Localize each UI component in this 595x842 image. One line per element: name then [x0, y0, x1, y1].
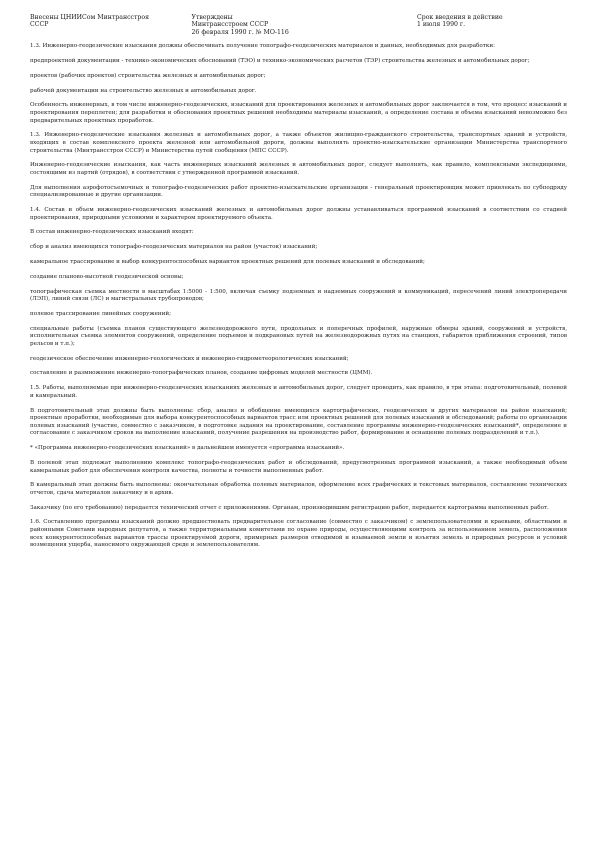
document-body [30, 43, 567, 550]
paragraph: полевое трассирование линейных сооружений; [30, 310, 171, 317]
header-approved-by: Утверждены Минтрансстроем СССР 26 февраля 1990 г. № МО-116 [191, 14, 289, 36]
paragraph: 1.6. Составлению программы изысканий должно предшествовать предварительное согласование (совместно с заказчиком) с землепользователями и краевыми, областными и районными Советами народных депутатов, а также территориальными комитетами по охране природы, осуществляющими контроль за использованием земель, расположения всех конкурентоспособных вариантов трассы проектируемой дороги, примерных размеров отводимой и изымаемой земли и изъятия земель и природных ресурсов и условий возмещения ущерба, наносимого окружающей среде и землепользователям. [30, 519, 567, 549]
paragraph: Инженерно-геодезические изыскания, как часть инженерных изысканий железных и автомобильных дорог, следует выполнять, как правило, комплексными экспедициями, состоящими из партий (отрядов), в соответствии с утвержденной программой изысканий. [30, 162, 567, 176]
document-header [30, 14, 567, 36]
paragraph: 1.3. Инженерно-геодезические изыскания должны обеспечивать получение топографо-геодезических материалов и данных, необходимых для разработки: [30, 43, 495, 50]
paragraph: В полевой этап подлежат выполнению комплекс топографо-геодезических работ и обследований, предусмотренных программой изысканий, а также необходимый объем камеральных работ для обеспечения контроля качества, полноты и точности выполненных работ. [30, 459, 567, 474]
paragraph: специальные работы (съемка планов существующего железнодорожного пути, продольных и поперечных профилей, наружные обмеры зданий, сооружений и устройств, исполнительная съемка элементов сооружений, определение подъемов и подкрановых путей на железнодорожных путях на станциях, габаритов приближения строений, типов рельсов и т.п.); [30, 325, 567, 347]
paragraph: 1.3. Инженерно-геодезические изыскания железных и автомобильных дорог, а также объектов жилищно-гражданского строительства, транспортных зданий и устройств, входящих в состав комплексного проекта железной или автомобильной дороги, должны выполнять проектно-изыскательские организации Министерства транспортного строительства (Минтрансстроя СССР) и Министерства путей сообщения (МПС СССР). [30, 132, 567, 154]
paragraph: 1.5. Работы, выполняемые при инженерно-геодезических изысканиях железных и автомобильных дорог, следует проводить, как правило, в три этапа: подготовительный, полевой и камеральный. [30, 385, 567, 399]
paragraph: составление и размножение инженерно-топографических планов, создание цифровых моделей местности (ЦММ). [30, 370, 373, 377]
header-introduced-by: Внесены ЦНИИСом Минтрансстроя СССР [30, 14, 150, 29]
paragraph: проектов (рабочих проектов) строительства железных и автомобильных дорог; [30, 72, 266, 79]
paragraph: Заказчику (по его требованию) передается технический отчет с приложениями. Органам, производившим регистрацию работ, передается картограмма выполненных работ. [30, 504, 549, 511]
paragraph: сбор и анализ имеющихся топографо-геодезических материалов на район (участок) изысканий; [30, 244, 318, 251]
paragraph: Особенность инженерных, в том числе инженерно-геодезических, изысканий для проектирования железных и автомобильных дорог заключается в том, что процесс изысканий и проектирования переплетен; для разработки и обоснования проектных решений необходимы материалы изысканий, а определение состава и объема изысканий невозможно без предварительных проектных проработок. [30, 102, 567, 124]
paragraph: Для выполнения аэрофотосъемочных и топографо-геодезических работ проектно-изыскательские организации - генеральный проектировщик может привлекать по субподряду специализированные и другие организации. [30, 184, 567, 199]
footnote: * «Программа инженерно-геодезических изысканий» в дальнейшем именуется «программа изысканий». [30, 445, 345, 452]
paragraph: В состав инженерно-геодезических изысканий входят: [30, 229, 194, 236]
paragraph: геодезическое обеспечение инженерно-геологических и инженерно-гидрометеорологических изысканий; [30, 355, 349, 362]
paragraph: В камеральный этап должны быть выполнены: окончательная обработка полевых материалов, оформление всех графических и текстовых материалов, составление технических отчетов, сдача материалов заказчику и в архив. [30, 482, 567, 496]
header-effective-date: Срок введения в действие 1 июля 1990 г. [417, 14, 503, 29]
paragraph: 1.4. Состав и объем инженерно-геодезических изысканий железных и автомобильных дорог должны устанавливаться программой изысканий в соответствии со стадией проектирования, природными условиями и характером проектируемого объекта. [30, 207, 567, 221]
paragraph: В подготовительный этап должны быть выполнены: сбор, анализ и обобщение имеющихся картографических, геодезических и других материалов на район изысканий; проектные проработки, необходимые для выбора конкурентоспособных вариантов трасс или проектных решений для полевых изысканий и обследований; работы по организации полевых изысканий (участие, совместно с заказчиком, в подготовке задания на проектирование, составление программы инженерно-геодезических изысканий*, определение и согласование с заказчиком сроков на выполнение изысканий, получение разрешения на производство работ, формирование и оснащение полевых подразделений и т.п.). [30, 407, 567, 437]
paragraph: рабочей документации на строительство железных и автомобильных дорог. [30, 87, 257, 94]
paragraph: предпроектной документации - технико-экономических обоснований (ТЭО) и технико-экономических расчетов (ТЭР) строительства железных и автомобильных дорог; [30, 58, 530, 64]
paragraph: камеральное трассирование и выбор конкурентоспособных вариантов проектных решений для полевых изысканий и обследований; [30, 258, 425, 265]
paragraph: создание планово-высотной геодезической основы; [30, 273, 184, 280]
paragraph: топографическая съемка местности в масштабах 1:5000 - 1:500, включая съемку подземных и надземных сооружений и коммуникаций, пересечений линий электропередачи (ЛЭП), линий связи (ЛС) и магистральных трубопроводов; [30, 288, 567, 303]
